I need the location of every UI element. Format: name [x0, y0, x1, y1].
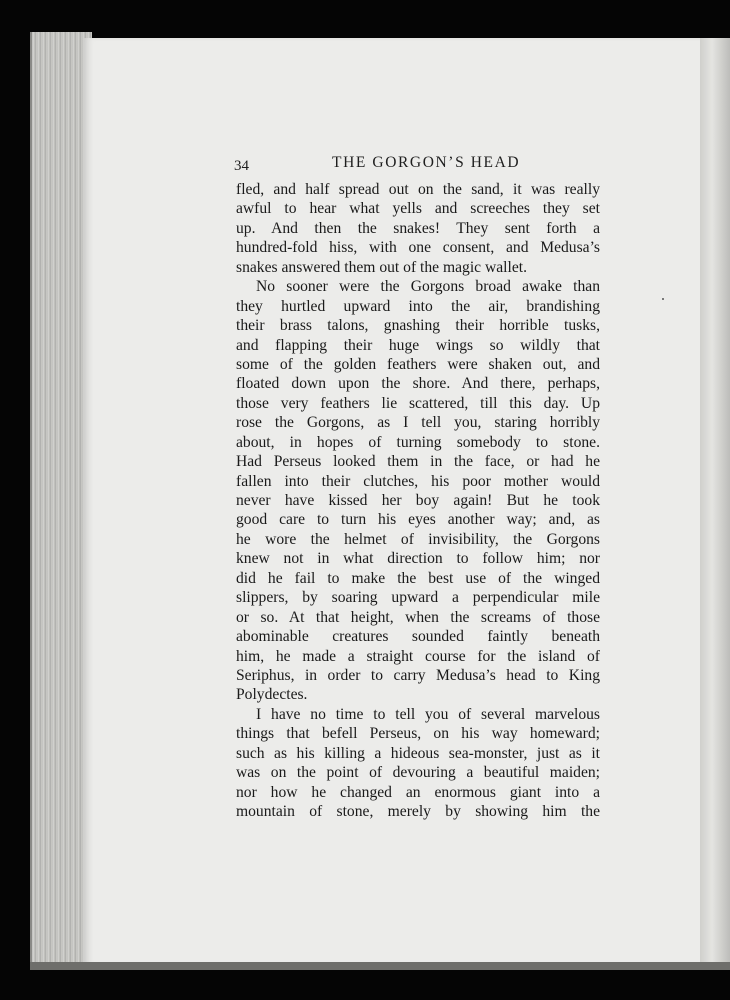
- running-title: THE GORGON’S HEAD: [332, 154, 521, 171]
- text-line: snakes answered them out of the magic wallet.: [236, 258, 527, 276]
- text-line: things that befell Perseus, on his way homeward;: [236, 725, 600, 743]
- right-cover-edge: [700, 38, 730, 966]
- body-text: [236, 180, 600, 821]
- text-line: floated down upon the shore. And there, perhaps,: [236, 375, 600, 393]
- text-line: hundred-fold hiss, with one consent, and Medusa’s: [236, 239, 600, 257]
- running-head: [234, 154, 598, 178]
- text-line: abominable creatures sounded faintly beneath: [236, 628, 600, 646]
- text-line: such as his killing a hideous sea-monster, just as it: [236, 744, 600, 762]
- text-line: and flapping their huge wings so wildly that: [236, 336, 600, 354]
- text-line: those very feathers lie scattered, till this day. Up: [236, 394, 600, 412]
- text-line: rose the Gorgons, as I tell you, staring horribly: [236, 414, 600, 432]
- text-line: or so. At that height, when the screams of those: [236, 608, 600, 626]
- text-line: some of the golden feathers were shaken out, and: [236, 355, 600, 373]
- page-edge-stack: [30, 32, 92, 970]
- text-line: Polydectes.: [236, 686, 308, 704]
- text-line: about, in hopes of turning somebody to stone.: [236, 433, 600, 451]
- text-line: him, he made a straight course for the island of: [236, 647, 600, 665]
- text-line: awful to hear what yells and screeches they set: [236, 200, 600, 218]
- text-line: Had Perseus looked them in the face, or had he: [236, 453, 600, 471]
- bottom-cover-edge: [30, 962, 730, 970]
- page-number: 34: [234, 158, 249, 174]
- text-line: up. And then the snakes! They sent forth a: [236, 219, 600, 237]
- text-line: No sooner were the Gorgons broad awake than: [256, 278, 600, 296]
- text-line: he wore the helmet of invisibility, the Gorgons: [236, 530, 600, 548]
- text-line: mountain of stone, merely by showing him the: [236, 803, 600, 820]
- text-line: did he fail to make the best use of the winged: [236, 569, 600, 587]
- text-line: slippers, by soaring upward a perpendicular mile: [236, 589, 600, 607]
- text-line: fled, and half spread out on the sand, it was really: [236, 181, 600, 198]
- text-line: their brass talons, gnashing their horrible tusks,: [236, 317, 600, 335]
- text-line: they hurtled upward into the air, brandishing: [236, 297, 600, 315]
- text-line: nor how he changed an enormous giant into a: [236, 783, 600, 801]
- text-line: Seriphus, in order to carry Medusa’s head to King: [236, 666, 600, 684]
- text-line: good care to turn his eyes another way; and, as: [236, 511, 600, 529]
- text-line: I have no time to tell you of several marvelous: [256, 705, 600, 723]
- text-line: knew not in what direction to follow him; nor: [236, 550, 600, 568]
- text-line: was on the point of devouring a beautiful maiden;: [236, 764, 600, 782]
- paper-speck: [662, 298, 664, 300]
- text-line: fallen into their clutches, his poor mother would: [236, 472, 600, 490]
- text-line: never have kissed her boy again! But he took: [236, 492, 600, 509]
